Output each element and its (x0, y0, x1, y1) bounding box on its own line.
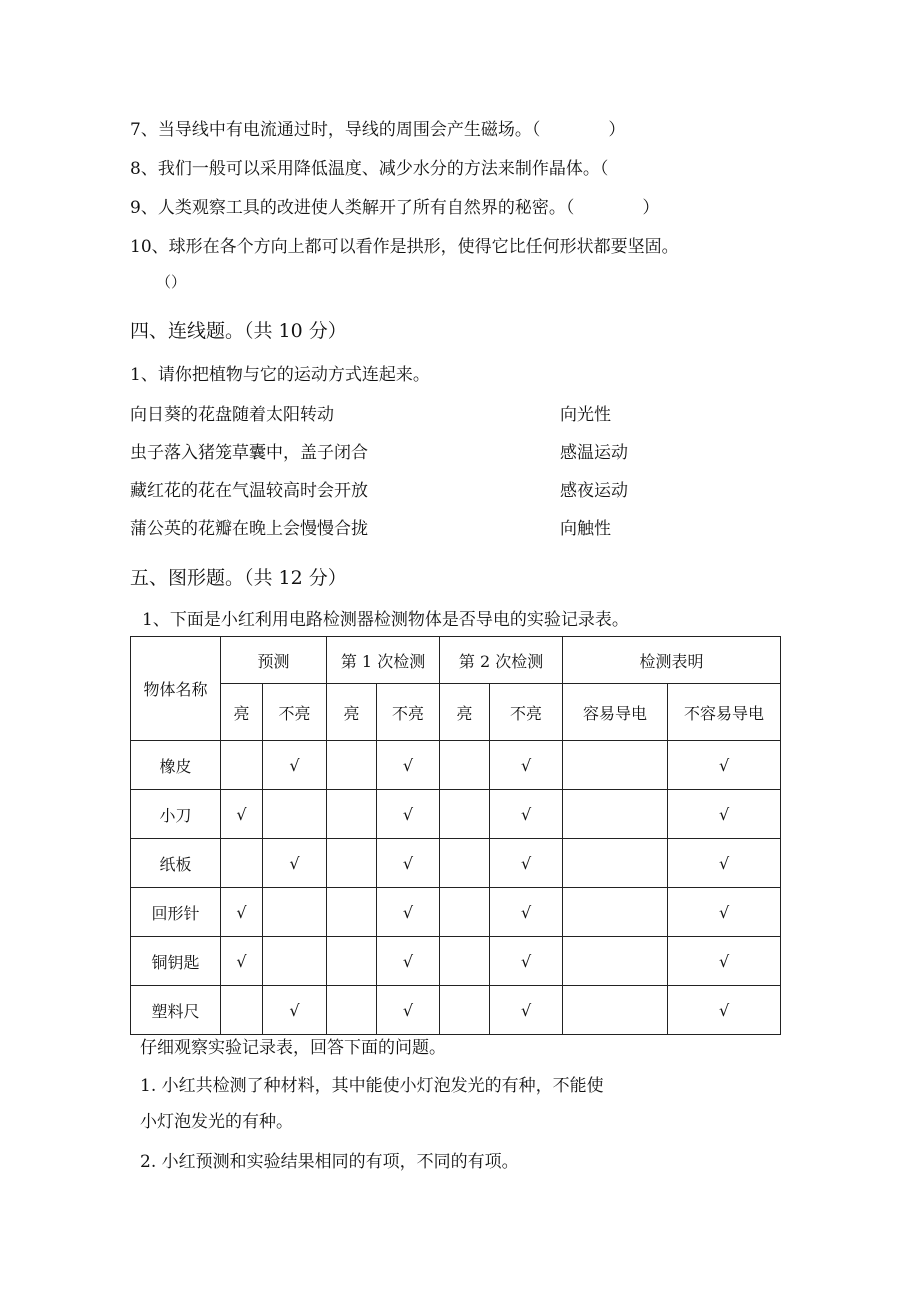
result-cell (263, 790, 327, 839)
result-cell: √ (490, 741, 563, 790)
match-left-item: 藏红花的花在气温较高时会开放 (130, 481, 368, 501)
object-name-cell: 橡皮 (131, 741, 221, 790)
result-cell: √ (668, 937, 781, 986)
tf-item-8: 8、我们一般可以采用降低温度、减少水分的方法来制作晶体。（ (130, 159, 609, 179)
result-cell (563, 741, 668, 790)
subheader-cell: 不容易导电 (668, 684, 781, 741)
result-cell (221, 741, 263, 790)
section-5-sub-question: 2. 小红预测和实验结果相同的有项，不同的有项。 (140, 1152, 519, 1172)
section-5-sub-question: 小灯泡发光的有种。 (140, 1112, 293, 1132)
result-cell (327, 937, 377, 986)
result-cell: √ (377, 790, 440, 839)
result-cell (263, 937, 327, 986)
subheader-cell: 亮 (327, 684, 377, 741)
result-cell (563, 986, 668, 1035)
tf-item-10: 10、球形在各个方向上都可以看作是拱形，使得它比任何形状都要坚固。 (130, 237, 679, 257)
section-4-question-1: 1、请你把植物与它的运动方式连起来。 (130, 365, 430, 385)
table-row (131, 790, 781, 839)
object-name-cell: 纸板 (131, 839, 221, 888)
result-cell: √ (221, 888, 263, 937)
table-row (131, 986, 781, 1035)
result-cell (327, 986, 377, 1035)
result-cell: √ (221, 790, 263, 839)
result-cell: √ (668, 888, 781, 937)
result-cell (563, 839, 668, 888)
table-row (131, 888, 781, 937)
match-left-item: 蒲公英的花瓣在晚上会慢慢合拢 (130, 519, 368, 539)
subheader-cell: 亮 (221, 684, 263, 741)
result-cell: √ (377, 839, 440, 888)
tf-item-10-answer-blank: （） (156, 273, 187, 291)
result-cell: √ (263, 986, 327, 1035)
result-cell: √ (377, 888, 440, 937)
result-cell: √ (263, 741, 327, 790)
match-right-item: 感夜运动 (560, 481, 628, 501)
match-right-item: 向触性 (560, 519, 611, 539)
result-cell (563, 790, 668, 839)
section-5-question-1: 1、下面是小红利用电路检测器检测物体是否导电的实验记录表。 (142, 610, 629, 630)
subheader-cell: 亮 (440, 684, 490, 741)
result-cell: √ (668, 741, 781, 790)
result-cell (440, 888, 490, 937)
result-cell (563, 937, 668, 986)
object-name-cell: 塑料尺 (131, 986, 221, 1035)
header-prediction: 预测 (221, 637, 327, 684)
section-5-sub-question: 1. 小红共检测了种材料，其中能使小灯泡发光的有种，不能使 (140, 1076, 604, 1096)
result-cell (440, 986, 490, 1035)
section-5-instruction: 仔细观察实验记录表，回答下面的问题。 (140, 1038, 446, 1058)
match-left-item: 向日葵的花盘随着太阳转动 (130, 405, 334, 425)
header-test-2: 第 2 次检测 (440, 637, 563, 684)
result-cell: √ (377, 986, 440, 1035)
result-cell: √ (490, 839, 563, 888)
result-cell (327, 888, 377, 937)
result-cell (327, 839, 377, 888)
header-conclusion: 检测表明 (563, 637, 781, 684)
tf-item-9: 9、人类观察工具的改进使人类解开了所有自然界的秘密。（ ） (130, 198, 660, 218)
subheader-cell: 不亮 (490, 684, 563, 741)
subheader-cell: 容易导电 (563, 684, 668, 741)
header-test-1: 第 1 次检测 (327, 637, 440, 684)
section-5-title: 五、图形题。（共 12 分） (130, 567, 347, 589)
result-cell (263, 888, 327, 937)
object-name-cell: 小刀 (131, 790, 221, 839)
result-cell: √ (263, 839, 327, 888)
experiment-record-table (130, 636, 781, 1035)
subheader-cell: 不亮 (377, 684, 440, 741)
result-cell (563, 888, 668, 937)
result-cell (221, 986, 263, 1035)
object-name-cell: 铜钥匙 (131, 937, 221, 986)
result-cell: √ (668, 790, 781, 839)
object-name-cell: 回形针 (131, 888, 221, 937)
result-cell (440, 839, 490, 888)
result-cell: √ (490, 790, 563, 839)
result-cell: √ (377, 741, 440, 790)
match-right-item: 感温运动 (560, 443, 628, 463)
match-right-item: 向光性 (560, 405, 611, 425)
result-cell: √ (668, 839, 781, 888)
result-cell (440, 790, 490, 839)
result-cell (327, 790, 377, 839)
result-cell (440, 937, 490, 986)
section-4-title: 四、连线题。（共 10 分） (130, 320, 347, 342)
tf-item-7: 7、当导线中有电流通过时，导线的周围会产生磁场。（ ） (130, 120, 626, 140)
table-row (131, 839, 781, 888)
table-row (131, 741, 781, 790)
table-row (131, 937, 781, 986)
subheader-cell: 不亮 (263, 684, 327, 741)
result-cell (440, 741, 490, 790)
result-cell: √ (490, 937, 563, 986)
match-left-item: 虫子落入猪笼草囊中，盖子闭合 (130, 443, 368, 463)
result-cell: √ (377, 937, 440, 986)
result-cell: √ (490, 888, 563, 937)
result-cell: √ (221, 937, 263, 986)
result-cell: √ (490, 986, 563, 1035)
header-object-name: 物体名称 (131, 637, 221, 741)
result-cell (327, 741, 377, 790)
result-cell: √ (668, 986, 781, 1035)
result-cell (221, 839, 263, 888)
